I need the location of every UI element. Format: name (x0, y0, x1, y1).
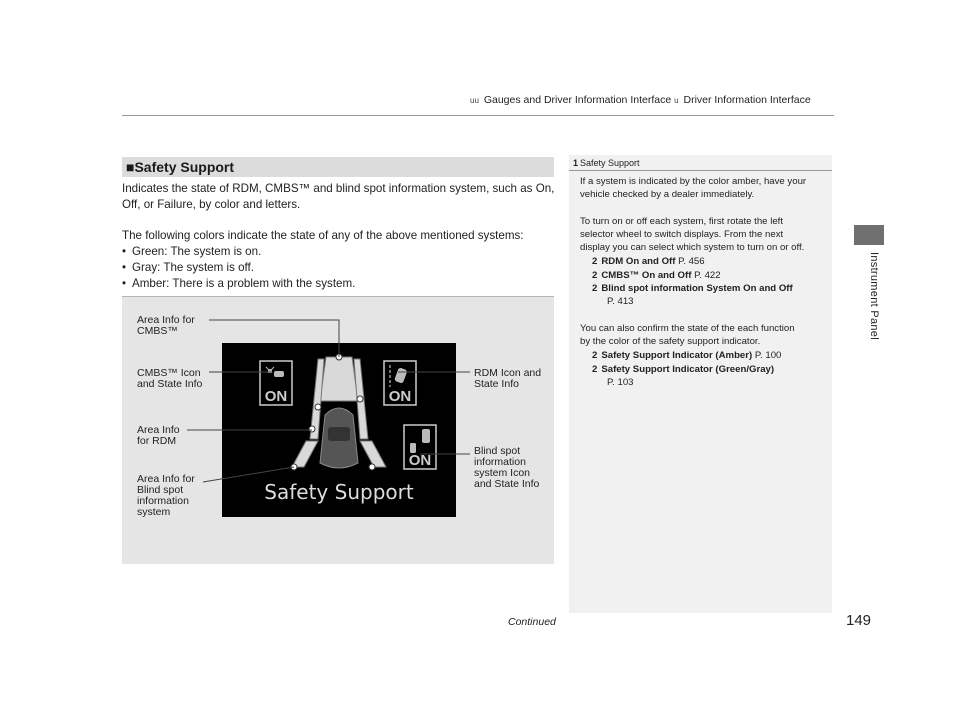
ref-arrow-icon: 2 (592, 364, 598, 375)
note-number-icon: 1 (573, 158, 579, 168)
ref-indicator-green-gray[interactable]: 2 Safety Support Indicator (Green/Gray) (592, 364, 775, 375)
sidebar-rule (569, 170, 832, 171)
bullet-amber: • Amber: There is a problem with the system. (122, 277, 356, 290)
breadcrumb-separator-icon: u (674, 96, 679, 105)
label-area-rdm: Area Info for RDM (137, 424, 180, 447)
section-marker-icon: ■ (126, 159, 135, 175)
sidebar-p1-l2: vehicle checked by a dealer immediately. (580, 189, 755, 200)
ref-arrow-icon: 2 (592, 256, 598, 267)
bsi-state-on: ON (408, 452, 432, 469)
ref-bsi-on-off-page[interactable]: P. 413 (607, 296, 634, 307)
ref-indicator-amber[interactable]: 2 Safety Support Indicator (Amber) P. 100 (592, 350, 782, 361)
rdm-state-on: ON (388, 388, 412, 405)
screen-title: Safety Support (264, 480, 414, 504)
sidebar-p3-l1: You can also confirm the state of the each function (580, 323, 795, 334)
sidebar-p2-l1: To turn on or off each system, first rotate the left (580, 216, 783, 227)
body-para1-line2: Off, or Failure, by color and letters. (122, 198, 301, 211)
bullet-gray: • Gray: The system is off. (122, 261, 254, 274)
ref-cmbs-on-off[interactable]: 2 CMBS™ On and Off P. 422 (592, 270, 721, 281)
body-para1-line1: Indicates the state of RDM, CMBS™ and blind spot information system, such as On, (122, 182, 555, 195)
ref-arrow-icon: 2 (592, 350, 598, 361)
sidebar-heading: 1 Safety Support (573, 158, 640, 168)
sidebar-p2-l3: display you can select which system to turn on or off. (580, 242, 805, 253)
ref-bsi-on-off[interactable]: 2 Blind spot information System On and Off (592, 283, 793, 294)
section-title-text: Safety Support (134, 159, 235, 175)
chapter-label[interactable]: Instrument Panel (868, 252, 880, 340)
cmbs-state-on: ON (264, 388, 288, 405)
page-number: 149 (846, 612, 872, 629)
label-bsi-icon: Blind spot information system Icon and State Info (474, 445, 540, 490)
bullet-green: • Green: The system is on. (122, 245, 262, 258)
ref-arrow-icon: 2 (592, 283, 598, 294)
breadcrumb-arrow-icon: uu (470, 96, 479, 105)
continued-label: Continued (508, 616, 556, 628)
label-rdm-icon: RDM Icon and State Info (474, 367, 542, 390)
ref-rdm-on-off[interactable]: 2 RDM On and Off P. 456 (592, 256, 705, 267)
ref-indicator-green-gray-page[interactable]: P. 103 (607, 377, 634, 388)
leader-area-bsi (203, 467, 294, 482)
breadcrumb-item-gauges[interactable]: Gauges and Driver Information Interface (483, 94, 672, 106)
label-area-bsi: Area Info for Blind spot information system (137, 473, 195, 518)
body-para2: The following colors indicate the state of any of the above mentioned systems: (122, 229, 524, 242)
sidebar-p2-l2: selector wheel to switch displays. From the next (580, 229, 784, 240)
label-area-cmbs: Area Info for CMBS™ (137, 314, 195, 337)
ref-arrow-icon: 2 (592, 270, 598, 281)
leader-area-cmbs (209, 320, 339, 357)
breadcrumb-item-driver-info[interactable]: Driver Information Interface (683, 94, 811, 106)
sidebar-p3-l2: by the color of the safety support indicator. (580, 336, 761, 347)
label-cmbs-icon: CMBS™ Icon and State Info (137, 367, 203, 390)
sidebar-p1-l1: If a system is indicated by the color amber, have your (580, 176, 807, 187)
